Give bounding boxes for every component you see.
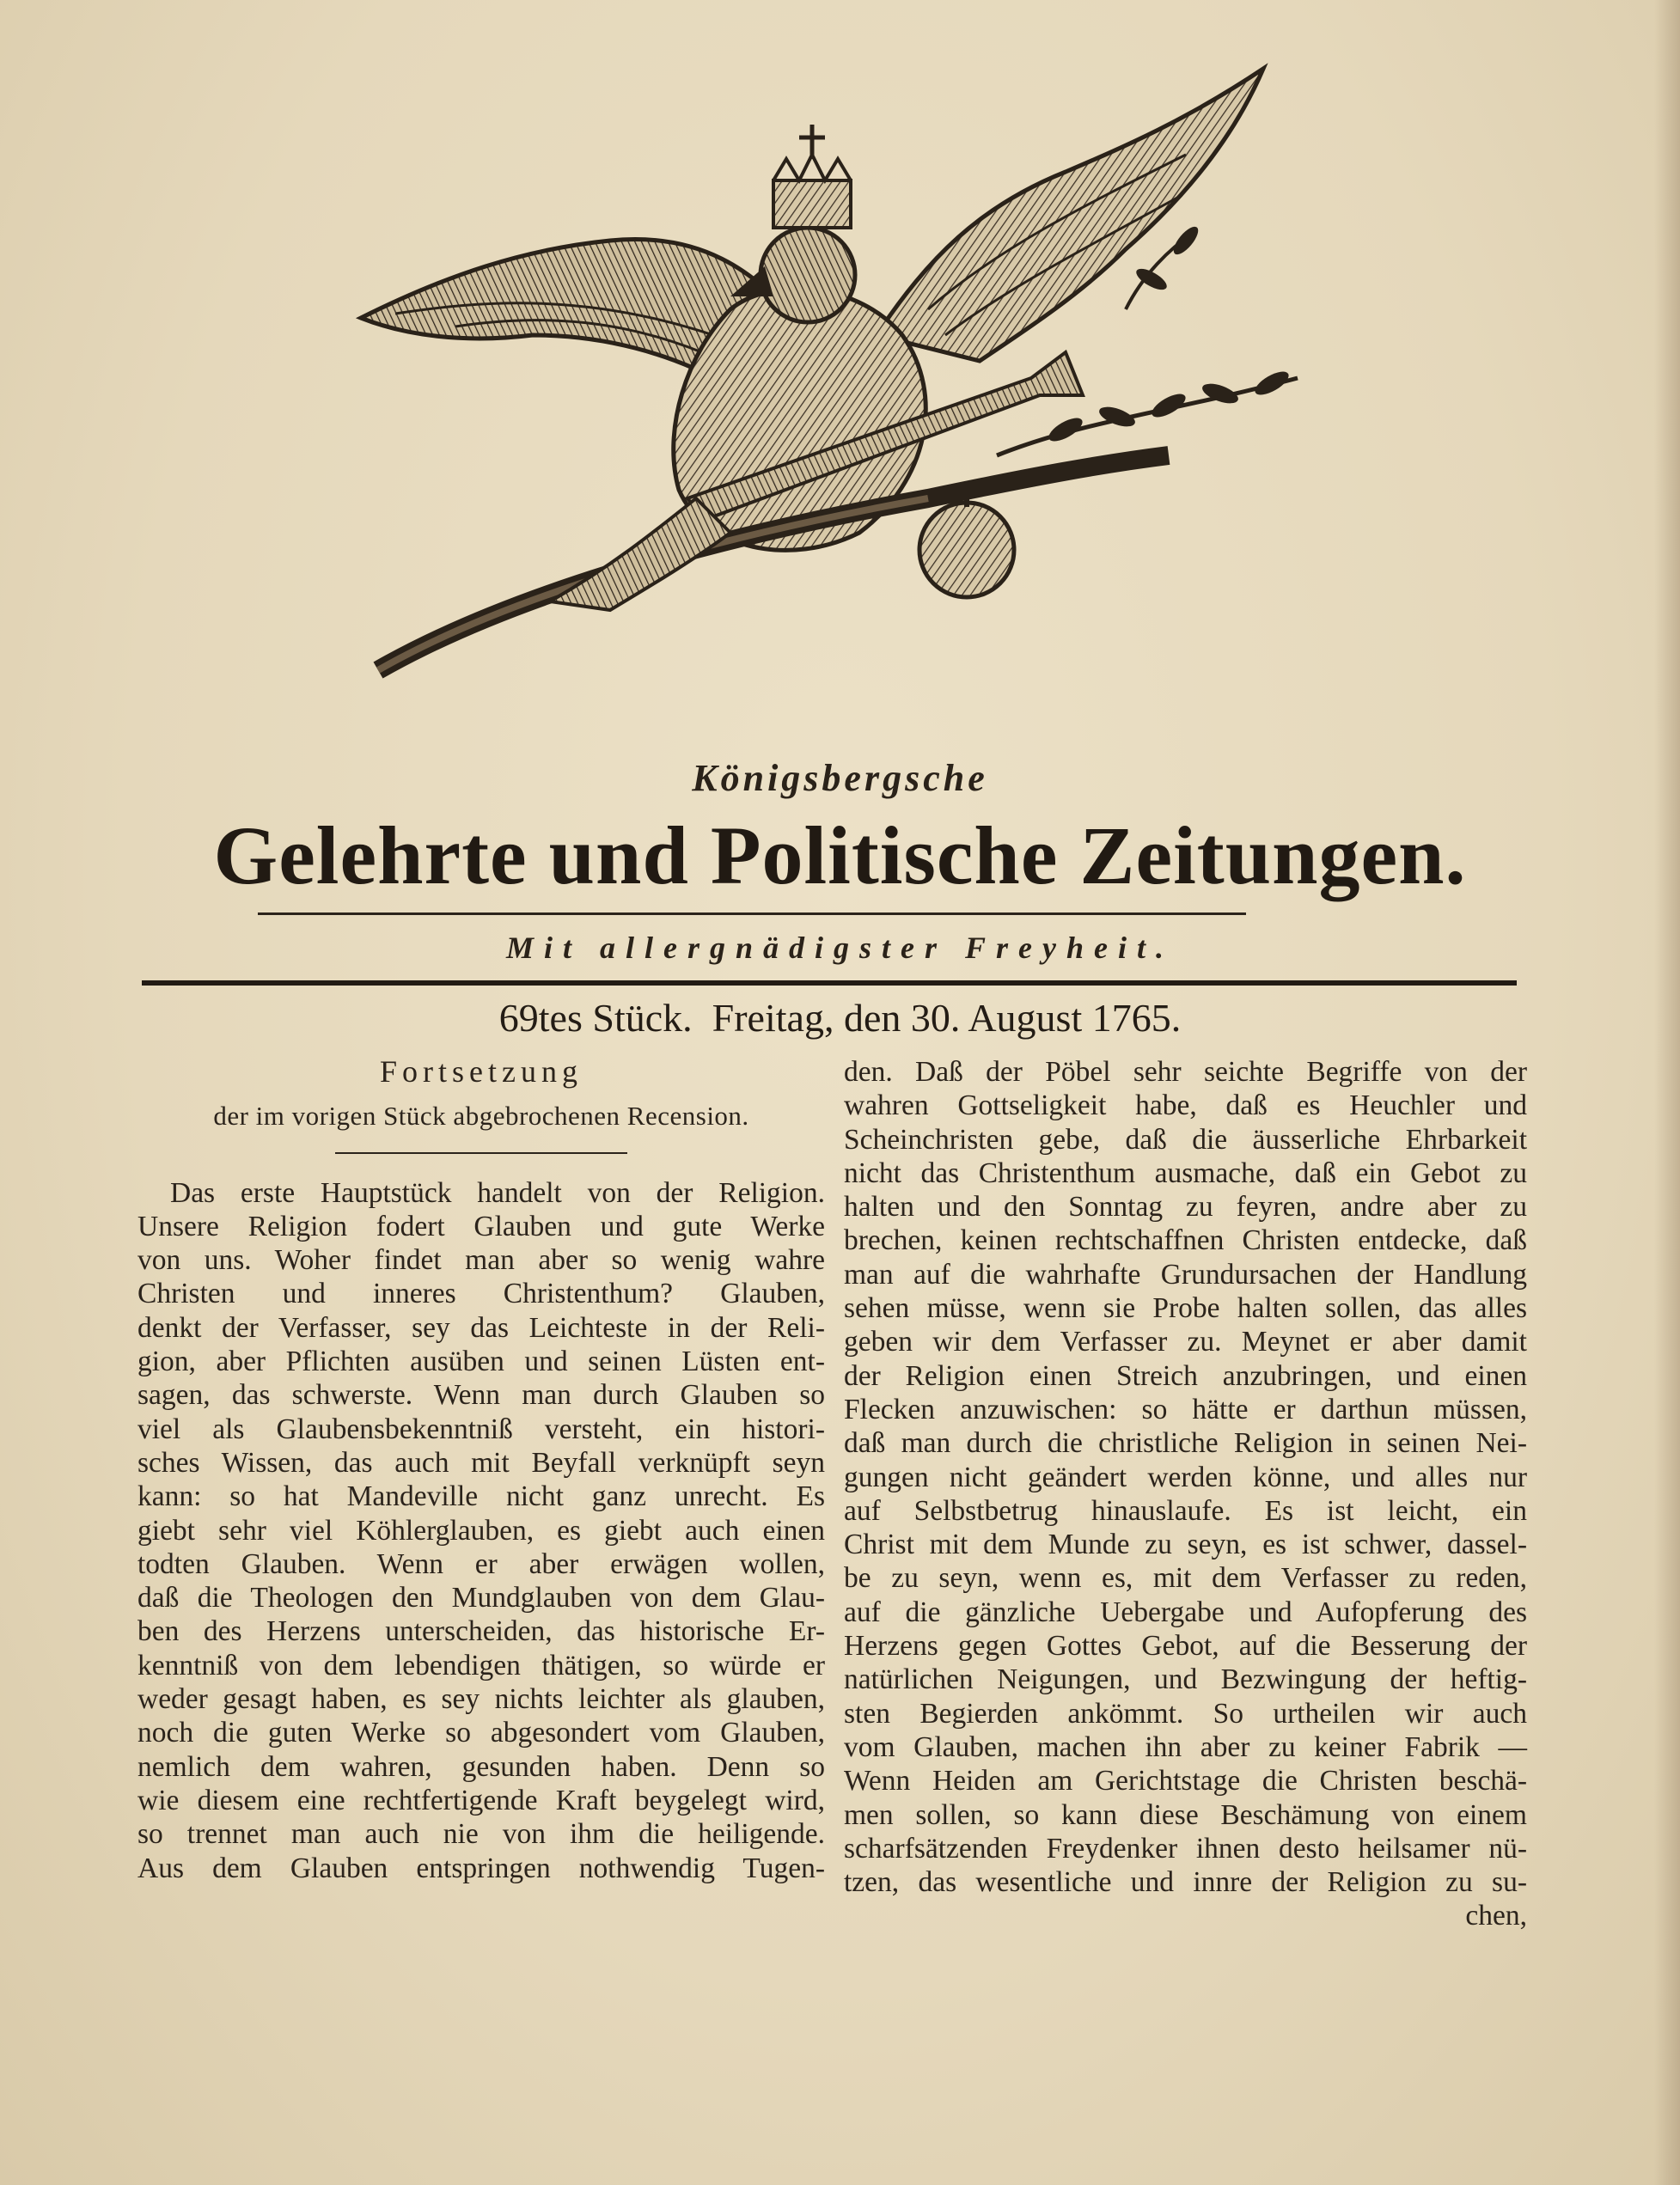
text-line: viel als Glaubensbekenntniß versteht, ein histori-: [137, 1413, 825, 1445]
text-line: ben des Herzens unterscheiden, das historische Er-: [137, 1615, 825, 1648]
text-line: vom Glauben, machen ihn aber zu keiner Fabrik —: [844, 1730, 1527, 1763]
text-line: scharfsätzenden Freydenker ihnen desto heilsamer nü-: [844, 1832, 1527, 1865]
text-line: kenntniß von dem lebendigen thätigen, so würde er: [137, 1649, 825, 1681]
text-line: natürlichen Neigungen, und Bezwingung der heftig-: [844, 1663, 1527, 1696]
text-line: auf Selbstbetrug hinauslaufe. Es ist leicht, ein: [844, 1494, 1527, 1527]
text-line: halten und den Sonntag zu feyren, andre aber zu: [844, 1191, 1527, 1224]
text-line: Wenn Heiden am Gerichtstage die Christen beschä-: [844, 1765, 1527, 1797]
masthead-title: Gelehrte und Politische Zeitungen.: [213, 809, 1467, 901]
text-line: brechen, keinen rechtschaffnen Christen entdecke, daß: [844, 1224, 1527, 1257]
text-line: sehen müsse, wenn sie Probe halten sollen, das alles: [844, 1292, 1527, 1325]
catchword: chen,: [1465, 1900, 1527, 1932]
issue-weekday: Freitag,: [712, 996, 834, 1040]
page-edge-shadow: [1654, 0, 1680, 2185]
article-heading: Fortsetzung: [380, 1054, 583, 1089]
masthead-rule: [258, 912, 1246, 915]
text-line: der Religion einen Streich anzubringen, und einen: [844, 1359, 1527, 1392]
text-line: den. Daß der Pöbel sehr seichte Begriffe von der: [844, 1056, 1527, 1088]
text-line: Flecken anzuwischen: so hätte er darthun müssen,: [844, 1393, 1527, 1425]
text-line: Aus dem Glauben entspringen nothwendig Tugen-: [137, 1852, 825, 1884]
text-line: Scheinchristen gebe, daß die äusserliche Ehrbarkeit: [844, 1123, 1527, 1156]
text-line: nicht das Christenthum ausmache, daß ein Gebot zu: [844, 1157, 1527, 1189]
text-line: geben wir dem Verfasser zu. Meynet er aber damit: [844, 1326, 1527, 1358]
issue-date: den 30. August 1765.: [843, 996, 1182, 1040]
text-line: auf die gänzliche Uebergabe und Aufopferung des: [844, 1596, 1527, 1628]
text-line: kann: so hat Mandeville nicht ganz unrecht. Es: [137, 1480, 825, 1513]
article-rule: [335, 1152, 627, 1154]
text-line: Christen und inneres Christenthum? Glauben,: [137, 1278, 825, 1310]
left-column: [137, 1055, 825, 1885]
text-line: be zu seyn, wenn es, mit dem Verfasser zu reden,: [844, 1562, 1527, 1595]
text-line: Das erste Hauptstück handelt von der Religion.: [170, 1176, 825, 1209]
text-line: todten Glauben. Wenn er aber erwägen wollen,: [137, 1547, 825, 1580]
text-line: sten Begierden ankömmt. So urtheilen wir auch: [844, 1697, 1527, 1730]
text-line: wahren Gottseligkeit habe, daß es Heuchler und: [844, 1089, 1527, 1122]
text-line: man auf die wahrhafte Grundursachen der Handlung: [844, 1258, 1527, 1291]
text-line: gungen nicht geändert werden könne, und alles nur: [844, 1461, 1527, 1493]
issue-line: [0, 995, 1680, 1041]
text-line: giebt sehr viel Köhlerglauben, es giebt auch einen: [137, 1514, 825, 1547]
text-line: daß man durch die christliche Religion in seinen Nei-: [844, 1427, 1527, 1460]
issue-number: 69tes Stück.: [498, 996, 693, 1040]
text-line: gion, aber Pflichten ausüben und seinen Lüsten ent-: [137, 1346, 825, 1378]
text-line: Unsere Religion fodert Glauben und gute Werke: [137, 1210, 825, 1242]
privilege-line: Mit allergnädigster Freyheit.: [505, 931, 1174, 965]
text-line: Christ mit dem Munde zu seyn, es ist schwer, dassel-: [844, 1529, 1527, 1561]
text-line: sagen, das schwerste. Wenn man durch Glauben so: [137, 1379, 825, 1412]
text-line: wie diesem eine rechtfertigende Kraft beygelegt wird,: [137, 1784, 825, 1816]
text-line: tzen, das wesentliche und innre der Religion zu su-: [844, 1866, 1527, 1899]
text-line: so trennet man auch nie von ihm die heiligende.: [137, 1818, 825, 1851]
text-line: Herzens gegen Gottes Gebot, auf die Besserung der: [844, 1630, 1527, 1663]
header-divider: [142, 980, 1517, 986]
masthead-city: Königsbergsche: [692, 757, 988, 799]
text-line: noch die guten Werke so abgesondert vom Glauben,: [137, 1717, 825, 1749]
text-line: nemlich dem wahren, gesunden haben. Denn so: [137, 1750, 825, 1783]
text-line: sches Wissen, das auch mit Beyfall verknüpft seyn: [137, 1446, 825, 1479]
crowned-eagle-woodcut-icon: [327, 52, 1358, 756]
text-line: weder gesagt haben, es sey nichts leichter als glauben,: [137, 1683, 825, 1716]
text-line: daß die Theologen den Mundglauben von dem Glau-: [137, 1582, 825, 1614]
right-column: [844, 1055, 1527, 1933]
article-subheading: der im vorigen Stück abgebrochenen Recension.: [213, 1101, 749, 1132]
text-line: denkt der Verfasser, sey das Leichteste in der Reli-: [137, 1311, 825, 1344]
text-line: von uns. Woher findet man aber so wenig wahre: [137, 1244, 825, 1277]
text-line: men sollen, so kann diese Beschämung von einem: [844, 1798, 1527, 1831]
